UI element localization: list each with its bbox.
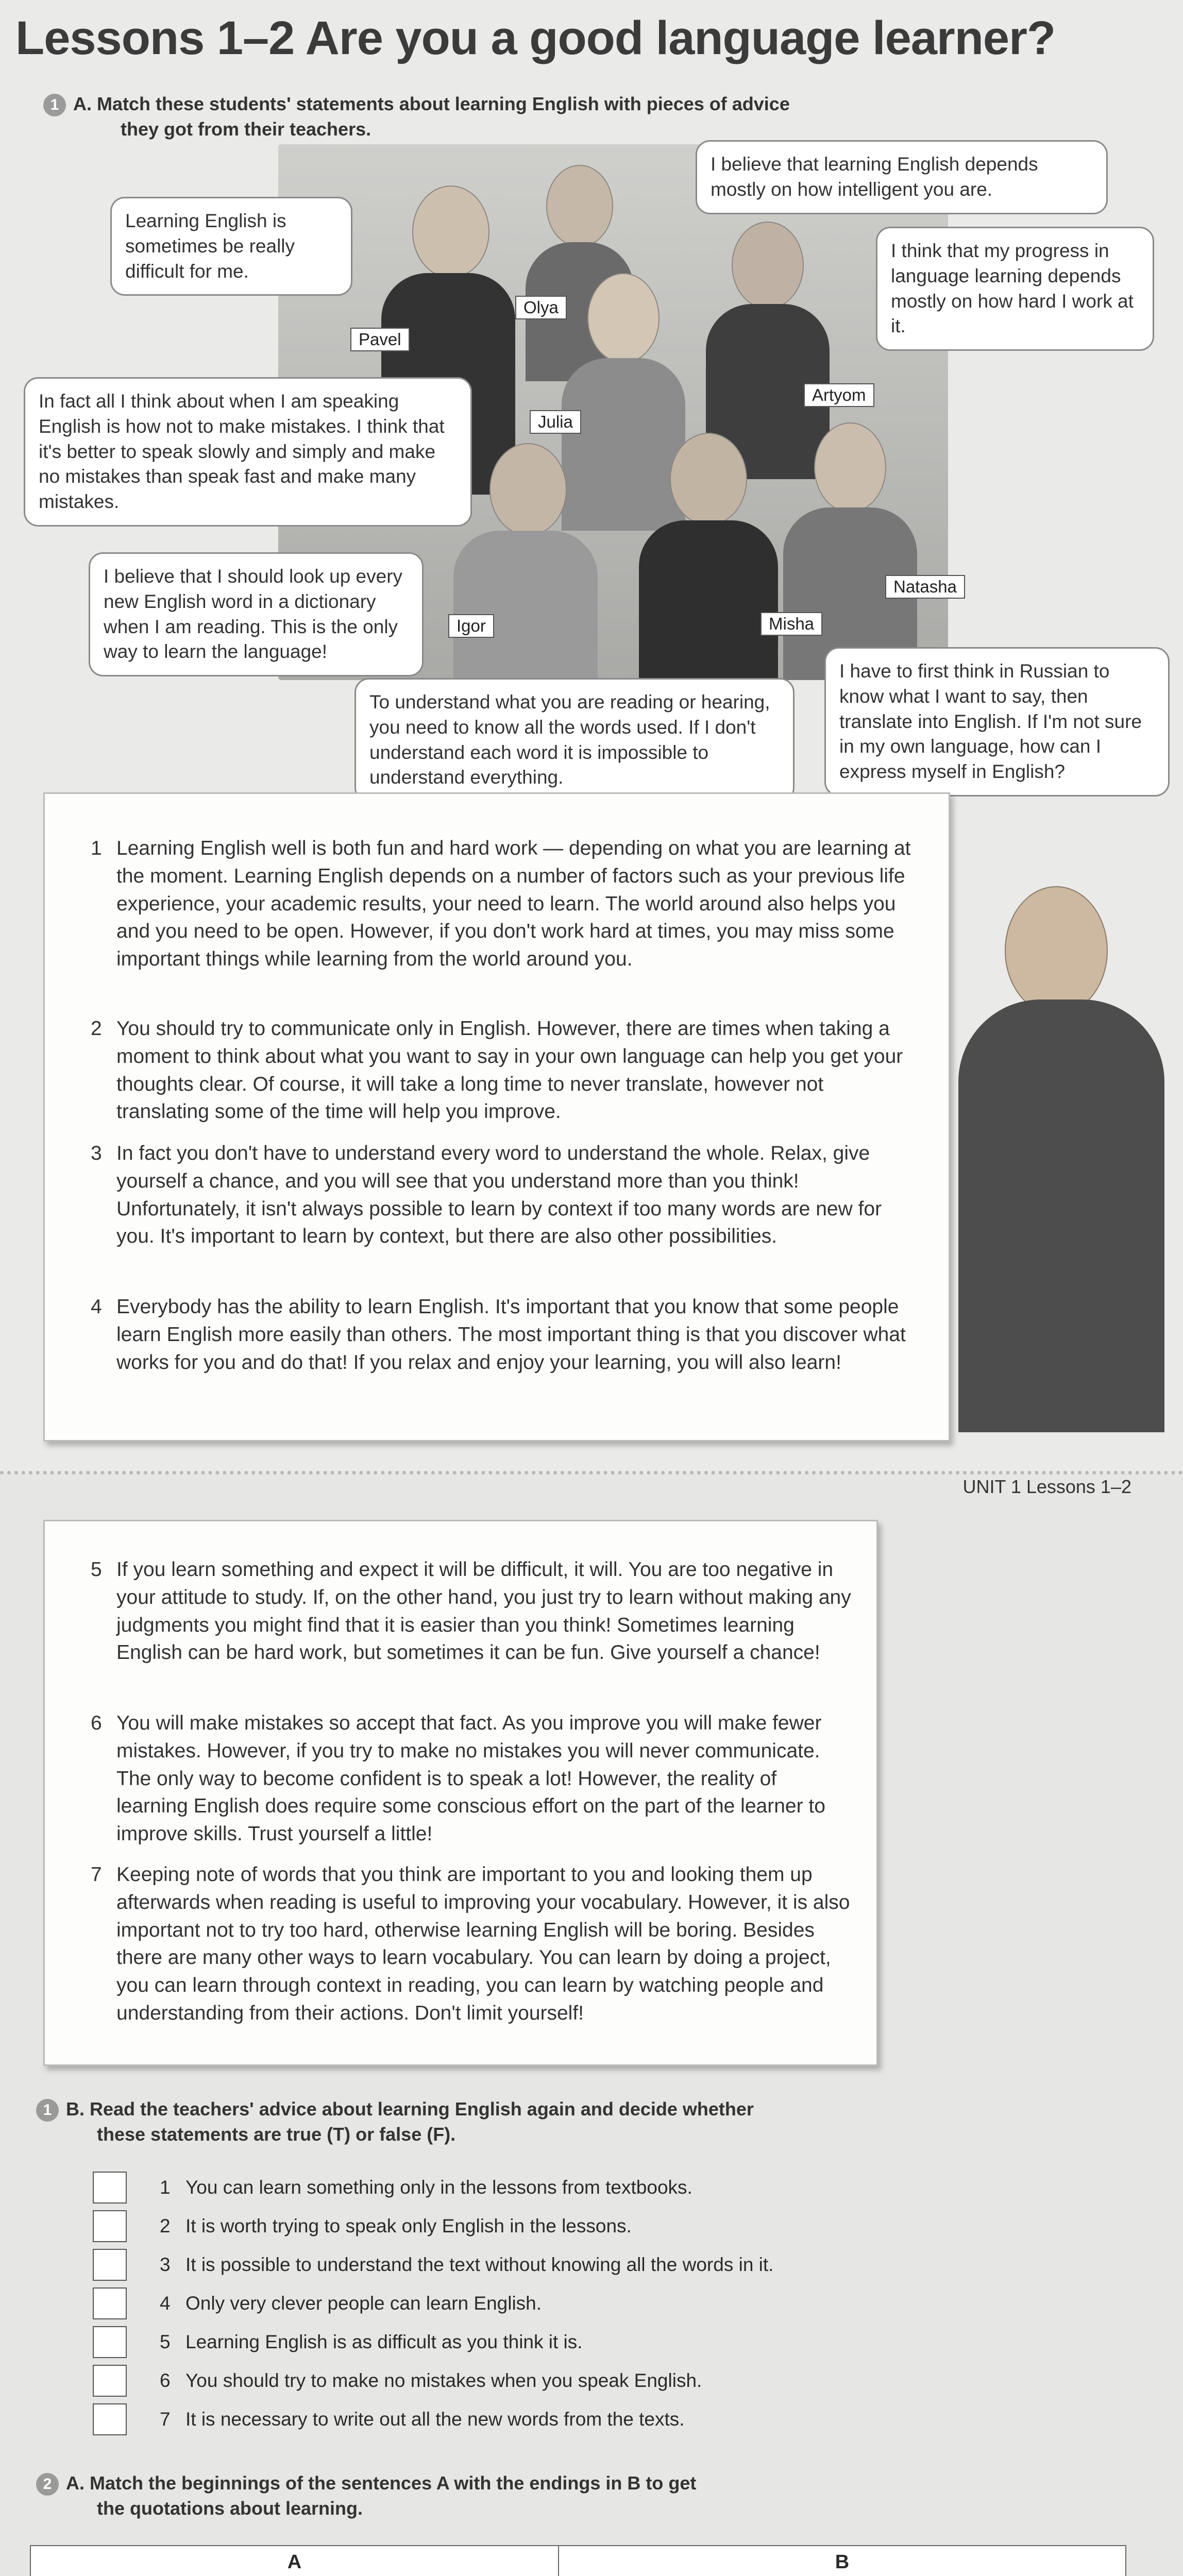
task-1b-heading-line2: these statements are true (T) or false (F). bbox=[97, 2123, 456, 2145]
statement-text: It is necessary to write out all the new words from the texts. bbox=[185, 2409, 685, 2430]
task-1b-heading-line1: B. Read the teachers' advice about learning English again and decide whether bbox=[66, 2098, 754, 2120]
statement-number: 1 bbox=[160, 2177, 171, 2198]
advice-text: Keeping note of words that you think are important to you and looking them up afterwards when reading is useful to improving your vocabulary. However, it is also important not to try too hard, otherwise learning English will be boring. Besides there are many other ways to learn vocabulary. You can learn by doing a project, you can learn through context in reading, you can learn by watching people and understanding from their actions. Don't limit yourself! bbox=[116, 1863, 850, 2025]
advice-text: You will make mistakes so accept that fact. As you improve you will make fewer mistakes. However, if you try to make no mistakes you will never communicate. The only way to become confident is to speak a lot! However, the reality of learning English does require some conscious effort on the part of the learner to improve skills. Trust yourself a little! bbox=[116, 1712, 825, 1845]
tf-statement-row bbox=[93, 2287, 917, 2320]
student-natasha-figure bbox=[783, 422, 917, 680]
advice-number: 6 bbox=[91, 1712, 102, 1734]
tf-statement-row bbox=[93, 2172, 917, 2205]
advice-item-2 bbox=[91, 1015, 915, 1126]
advice-number: 3 bbox=[91, 1142, 102, 1164]
advice-text: Everybody has the ability to learn English. It's important that you know that some people learn English more easily than others. The most important thing is that you discover what works for you and do that! If you relax and enjoy your learning, you will also learn! bbox=[116, 1296, 906, 1374]
advice-item-1 bbox=[91, 835, 915, 973]
statement-number: 4 bbox=[160, 2293, 171, 2314]
answer-box[interactable] bbox=[93, 2287, 127, 2319]
statement-text: Only very clever people can learn English. bbox=[185, 2293, 542, 2314]
statement-number: 6 bbox=[160, 2370, 171, 2391]
speech-bubble-julia: In fact all I think about when I am speaking English is how not to make mistakes. I think that it's better to speak slowly and simply and make no mistakes than speak fast and make many mistakes. bbox=[24, 377, 472, 527]
answer-box[interactable] bbox=[93, 2326, 127, 2358]
advice-number: 7 bbox=[91, 1863, 102, 1886]
advice-number: 5 bbox=[91, 1558, 102, 1581]
tf-statement-row bbox=[93, 2249, 917, 2282]
task-2a-heading-line2: the quotations about learning. bbox=[97, 2497, 363, 2519]
advice-item-3 bbox=[91, 1140, 915, 1250]
statement-text: It is worth trying to speak only English in the lessons. bbox=[185, 2215, 632, 2236]
task-number-badge: 2 bbox=[36, 2473, 59, 2496]
speech-bubble-olya: I believe that learning English depends mostly on how intelligent you are. bbox=[696, 140, 1108, 214]
statement-text: You should try to make no mistakes when you speak English. bbox=[185, 2370, 702, 2391]
teacher-photo bbox=[927, 866, 1183, 1432]
advice-text: You should try to communicate only in English. However, there are times when taking a moment to think about what you want to say in your own language can help you get your thoughts clear. Of course, it will take a long time to never translate, however not translating some of the time will help you improve. bbox=[116, 1018, 903, 1123]
speech-bubble-misha: To understand what you are reading or hearing, you need to know all the words used. If I don't understand each word it is impossible to understand everything. bbox=[354, 678, 795, 802]
advice-item-6 bbox=[91, 1709, 853, 1848]
speech-bubble-pavel: Learning English is sometimes be really difficult for me. bbox=[110, 197, 352, 296]
unit-header: UNIT 1 Lessons 1–2 bbox=[962, 1476, 1131, 1497]
task-2a-heading bbox=[36, 2471, 964, 2521]
advice-item-5 bbox=[91, 1556, 853, 1667]
answer-box[interactable] bbox=[93, 2403, 127, 2435]
advice-number: 2 bbox=[91, 1018, 102, 1040]
task-number-badge: 1 bbox=[36, 2099, 59, 2122]
name-tag-olya: Olya bbox=[515, 296, 567, 319]
name-tag-natasha: Natasha bbox=[885, 575, 965, 599]
answer-box[interactable] bbox=[93, 2365, 127, 2397]
answer-box[interactable] bbox=[93, 2249, 127, 2281]
statement-text: You can learn something only in the lessons from textbooks. bbox=[185, 2177, 692, 2198]
advice-text: If you learn something and expect it will be difficult, it will. You are too negative in your attitude to study. If, on the other hand, you just try to learn without making any judgments you might find that it is easier than you think! Sometimes learning English can be hard work, but sometimes it can be fun. Give yourself a chance! bbox=[116, 1558, 851, 1664]
advice-text: Learning English well is both fun and hard work — depending on what you are learning at the moment. Learning English depends on a number of factors such as your previous life experience, your academic results, your need to learn. The world around also helps you and you need to be open. However, if you don't work hard at times, you may miss some important things while learning from the world around you. bbox=[116, 837, 911, 971]
answer-box[interactable] bbox=[93, 2210, 127, 2242]
task-1a-heading-line1: A. Match these students' statements about learning English with pieces of advice bbox=[73, 93, 790, 114]
statement-text: Learning English is as difficult as you think it is. bbox=[185, 2331, 583, 2352]
tf-statement-row bbox=[93, 2326, 917, 2359]
column-header-b: B bbox=[559, 2546, 1126, 2576]
name-tag-artyom: Artyom bbox=[804, 383, 874, 407]
task-number-badge: 1 bbox=[43, 94, 66, 116]
task-1b-heading bbox=[36, 2097, 964, 2147]
tf-statement-row bbox=[93, 2210, 917, 2243]
answer-box[interactable] bbox=[93, 2172, 127, 2204]
task-1a-heading bbox=[43, 92, 919, 142]
task-1a-heading-line2: they got from their teachers. bbox=[121, 118, 371, 140]
statement-number: 3 bbox=[160, 2254, 171, 2275]
speech-bubble-artyom: I think that my progress in language learning depends mostly on how hard I work at it. bbox=[876, 227, 1154, 351]
page-divider bbox=[0, 1471, 1183, 1475]
advice-number: 4 bbox=[91, 1296, 102, 1318]
task-2a-heading-line1: A. Match the beginnings of the sentences A with the endings in B to get bbox=[66, 2472, 697, 2494]
advice-item-4 bbox=[91, 1293, 915, 1376]
name-tag-igor: Igor bbox=[448, 614, 494, 638]
statement-number: 7 bbox=[160, 2409, 171, 2430]
tf-statement-row bbox=[93, 2403, 917, 2436]
statement-text: It is possible to understand the text without knowing all the words in it. bbox=[185, 2254, 774, 2275]
matching-table bbox=[30, 2545, 1126, 2576]
student-misha-figure bbox=[639, 433, 778, 680]
name-tag-misha: Misha bbox=[760, 612, 822, 636]
advice-text: In fact you don't have to understand every word to understand the whole. Relax, give yourself a chance, and you will see that you understand more than you think! Unfortunately, it isn't always possible to learn by context if too many words are new for you. It's important to learn by context, but there are also other possibilities. bbox=[116, 1142, 882, 1248]
name-tag-pavel: Pavel bbox=[350, 328, 410, 351]
advice-item-7 bbox=[91, 1861, 853, 2027]
statement-number: 2 bbox=[160, 2215, 171, 2236]
column-header-a: A bbox=[30, 2546, 559, 2576]
name-tag-julia: Julia bbox=[530, 410, 581, 434]
speech-bubble-igor: I believe that I should look up every new English word in a dictionary when I am reading. This is the only way to learn the language! bbox=[89, 552, 424, 676]
student-igor-figure bbox=[453, 443, 598, 680]
page-title: Lessons 1–2 Are you a good language learner? bbox=[15, 12, 1056, 64]
statement-number: 5 bbox=[160, 2331, 171, 2352]
speech-bubble-natasha: I have to first think in Russian to know what I want to say, then translate into English. If I'm not sure in my own language, how can I express myself in English? bbox=[824, 647, 1170, 796]
tf-statement-row bbox=[93, 2365, 917, 2398]
table-header-row bbox=[30, 2546, 1126, 2576]
advice-number: 1 bbox=[91, 837, 102, 859]
